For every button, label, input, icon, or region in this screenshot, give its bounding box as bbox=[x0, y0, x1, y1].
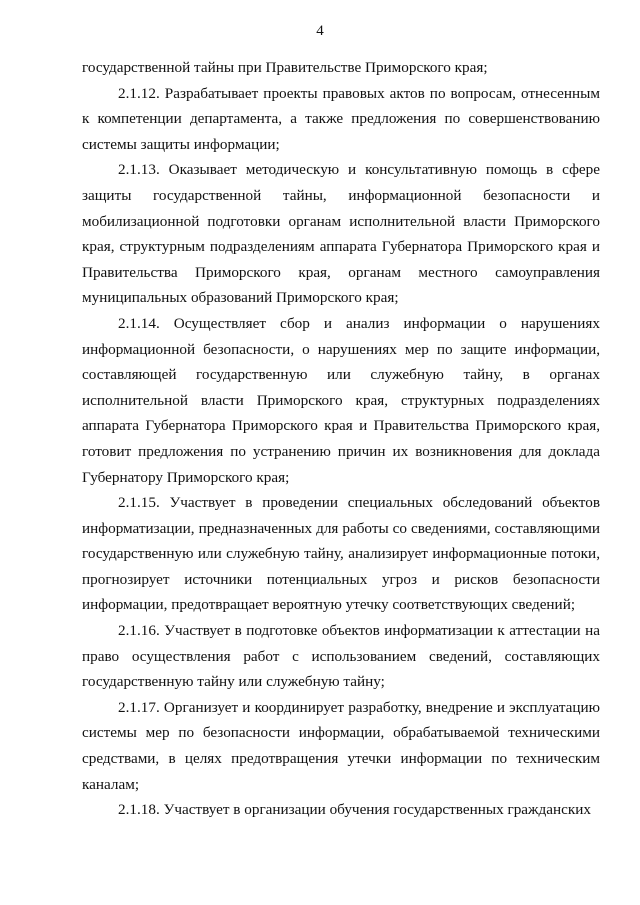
paragraph-2-1-14: 2.1.14. Осуществляет сбор и анализ информации о нарушениях информационной безопасности, о нарушениях мер по защите информации, составляющей государственную или служебную тайну, в органах исполнительной власти Приморского края, структурных подразделениях аппарата Губернатора Приморского края и Правительства Приморского края, готовит предложения по устранению причин их возникновения для доклада Губернатору Приморского края; bbox=[82, 314, 600, 486]
paragraph-2-1-15: 2.1.15. Участвует в проведении специальных обследований объектов информатизации, предназначенных для работы со сведениями, составляющими государственную или служебную тайну, анализирует информационные потоки, прогнозирует источники потенциальных угроз и рисков безопасности информации, предотвращает вероятную утечку соответствующих сведений; bbox=[82, 494, 600, 614]
paragraph-2-1-17: 2.1.17. Организует и координирует разработку, внедрение и эксплуатацию системы мер по безопасности информации, обрабатываемой техническими средствами, в целях предотвращения утечки информации по техническим каналам; bbox=[82, 698, 600, 793]
paragraph-2-1-12: 2.1.12. Разрабатывает проекты правовых актов по вопросам, отнесенным к компетенции департамента, а также предложения по совершенствованию системы защиты информации; bbox=[82, 84, 600, 153]
document-body bbox=[82, 55, 600, 823]
paragraph-2-1-18: 2.1.18. Участвует в организации обучения государственных гражданских bbox=[118, 801, 591, 819]
page-number: 4 bbox=[316, 23, 324, 39]
paragraph-continuation: государственной тайны при Правительстве Приморского края; bbox=[82, 59, 488, 76]
paragraph-2-1-16: 2.1.16. Участвует в подготовке объектов информатизации к аттестации на право осуществления работ с использованием сведений, составляющих государственную тайну или служебную тайну; bbox=[82, 622, 600, 691]
paragraph-2-1-13: 2.1.13. Оказывает методическую и консультативную помощь в сфере защиты государственной тайны, информационной безопасности и мобилизационной подготовки органам исполнительной власти Приморского края, структурным подразделениям аппарата Губернатора Приморского края и Правительства Приморского края, органам местного самоуправления муниципальных образований Приморского края; bbox=[82, 161, 600, 307]
